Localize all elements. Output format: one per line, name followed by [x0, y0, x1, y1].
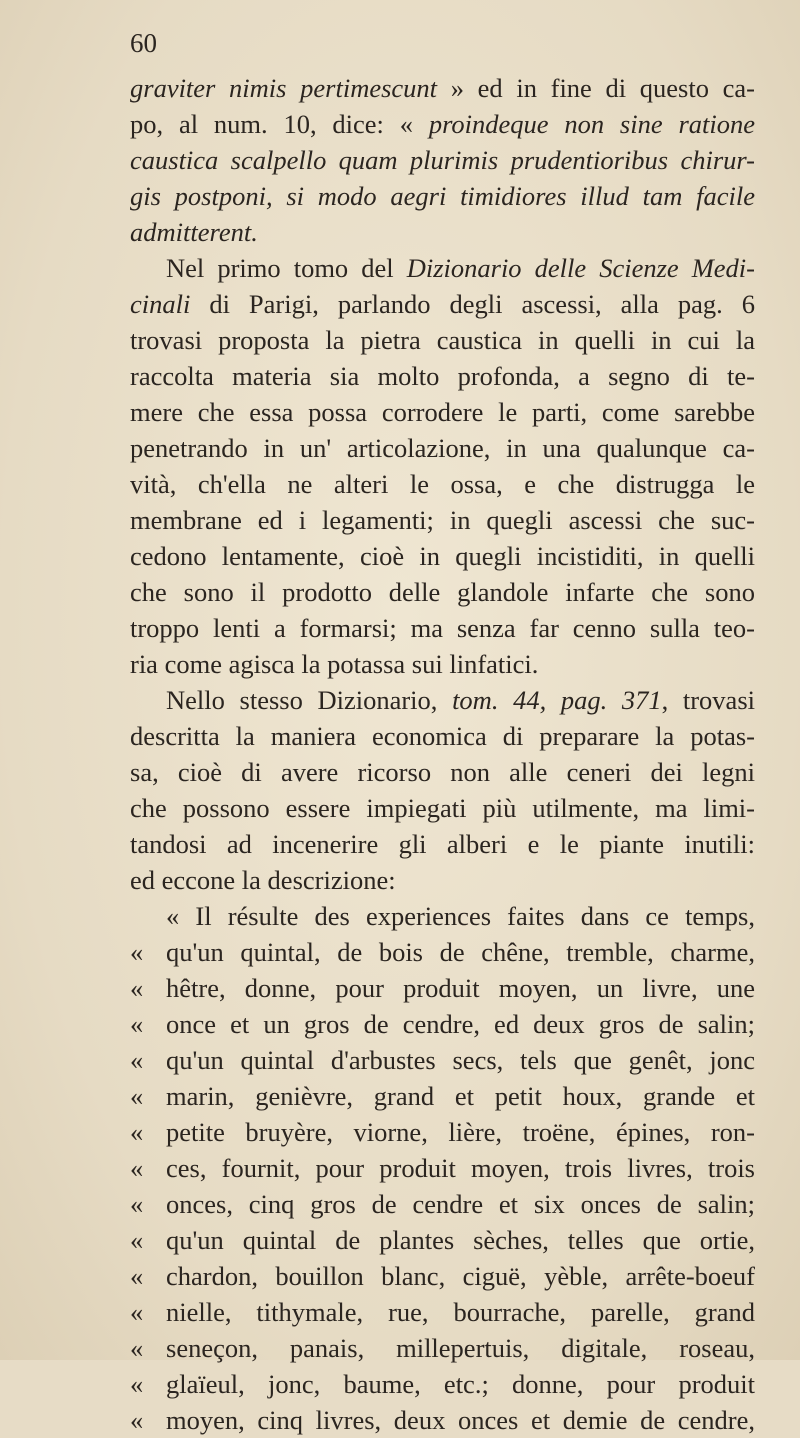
text-run: « Il résulte des experiences faites dans ce temps, [166, 901, 755, 931]
italic-text: Dizionario delle Scienze Medi- [406, 253, 755, 283]
text-line [130, 1114, 755, 1150]
text-run: petite bruyère, viorne, lière, troëne, épines, ron- [166, 1117, 755, 1147]
text-line [130, 1294, 755, 1330]
text-run: once et un gros de cendre, ed deux gros de salin; [166, 1009, 755, 1039]
text-run: chardon, bouillon blanc, ciguë, yèble, arrête-boeuf [166, 1261, 755, 1291]
quote-mark: « [130, 973, 144, 1003]
text-run: tandosi ad incenerire gli alberi e le piante inutili: [130, 829, 755, 859]
italic-text: gis postponi, si modo aegri timidiores illud tam facile [130, 181, 755, 211]
text-line [130, 646, 755, 682]
text-run: troppo lenti a formarsi; ma senza far cenno sulla teo- [130, 613, 755, 643]
text-line [130, 934, 755, 970]
quote-mark: « [130, 1045, 144, 1075]
text-line [130, 1258, 755, 1294]
italic-text: cinali [130, 289, 191, 319]
text-line [130, 1150, 755, 1186]
quote-mark: « [130, 1405, 144, 1435]
text-run: ces, fournit, pour produit moyen, trois livres, trois [166, 1153, 755, 1183]
text-run: qu'un quintal, de bois de chêne, tremble, charme, [166, 937, 755, 967]
text-line [130, 430, 755, 466]
quote-mark: « [130, 1009, 144, 1039]
text-run: penetrando in un' articolazione, in una qualunque ca- [130, 433, 755, 463]
text-line [130, 70, 755, 106]
text-run: qu'un quintal de plantes sèches, telles que ortie, [166, 1225, 755, 1255]
italic-text: proindeque non sine ratione [428, 109, 755, 139]
text-line [130, 1078, 755, 1114]
text-run: nielle, tithymale, rue, bourrache, parelle, grand [166, 1297, 755, 1327]
text-run: Nel primo tomo del [166, 253, 407, 283]
text-run: che sono il prodotto delle glandole infarte che sono [130, 577, 755, 607]
text-line [130, 790, 755, 826]
text-line [130, 142, 755, 178]
text-run: » ed in fine di questo ca- [437, 73, 755, 103]
text-line [130, 682, 755, 718]
text-run: vità, ch'ella ne alteri le ossa, e che distrugga le [130, 469, 755, 499]
text-run: po, al num. 10, dice: « [130, 109, 429, 139]
quote-mark: « [130, 1333, 144, 1363]
text-run: mere che essa possa corrodere le parti, come sarebbe [130, 397, 755, 427]
quote-mark: « [130, 1261, 144, 1291]
quote-mark: « [130, 1225, 144, 1255]
quote-mark: « [130, 1081, 144, 1111]
text-line [130, 1366, 755, 1402]
text-line [130, 538, 755, 574]
text-run: onces, cinq gros de cendre et six onces de salin; [166, 1189, 755, 1219]
text-line [130, 1330, 755, 1366]
text-line [130, 862, 755, 898]
italic-text: admitterent. [130, 217, 258, 247]
quote-mark: « [130, 1153, 144, 1183]
text-run: marin, genièvre, grand et petit houx, grande et [166, 1081, 755, 1111]
text-run: Nello stesso Dizionario, [166, 685, 453, 715]
text-run: sa, cioè di avere ricorso non alle ceneri dei legni [130, 757, 755, 787]
text-line [130, 1186, 755, 1222]
text-run: moyen, cinq livres, deux onces et demie de cendre, [166, 1405, 755, 1435]
text-line [130, 358, 755, 394]
italic-text: caustica scalpello quam plurimis prudentioribus chirur- [130, 145, 755, 175]
italic-text: tom. 44, pag. 371 [452, 685, 662, 715]
text-run: di Parigi, parlando degli ascessi, alla pag. 6 [190, 289, 755, 319]
text-line [130, 898, 755, 934]
text-run: hêtre, donne, pour produit moyen, un livre, une [166, 973, 755, 1003]
text-line [130, 466, 755, 502]
page-number: 60 [130, 28, 157, 58]
text-line [130, 214, 755, 250]
text-line [130, 502, 755, 538]
text-line [130, 826, 755, 862]
text-run: ria come agisca la potassa sui linfatici. [130, 649, 539, 679]
quote-mark: « [130, 937, 144, 967]
quote-mark: « [130, 1189, 144, 1219]
text-run: qu'un quintal d'arbustes secs, tels que genêt, jonc [166, 1045, 755, 1075]
text-line [130, 178, 755, 214]
text-line [130, 106, 755, 142]
text-line [130, 286, 755, 322]
text-run: membrane ed i legamenti; in quegli ascessi che suc- [130, 505, 755, 535]
text-line [130, 1006, 755, 1042]
text-line [130, 250, 755, 286]
text-run: seneçon, panais, millepertuis, digitale, roseau, [166, 1333, 755, 1363]
italic-text: graviter nimis pertimescunt [130, 73, 438, 103]
text-run: che possono essere impiegati più utilmente, ma limi- [130, 793, 755, 823]
text-run: trovasi proposta la pietra caustica in quelli in cui la [130, 325, 755, 355]
text-line [130, 754, 755, 790]
text-line [130, 718, 755, 754]
quote-mark: « [130, 1117, 144, 1147]
text-run: glaïeul, jonc, baume, etc.; donne, pour produit [166, 1369, 755, 1399]
quote-mark: « [130, 1369, 144, 1399]
text-line [130, 1042, 755, 1078]
text-line [130, 322, 755, 358]
text-line [130, 1222, 755, 1258]
text-line [130, 970, 755, 1006]
text-line [130, 610, 755, 646]
quote-mark: « [130, 1297, 144, 1327]
text-run: ed eccone la descrizione: [130, 865, 396, 895]
text-line [130, 1402, 755, 1438]
text-line [130, 394, 755, 430]
text-line [130, 574, 755, 610]
body-text [130, 70, 755, 1438]
text-run: , trovasi [661, 685, 755, 715]
text-run: raccolta materia sia molto profonda, a segno di te- [130, 361, 755, 391]
text-run: cedono lentamente, cioè in quegli incistiditi, in quelli [130, 541, 755, 571]
text-run: descritta la maniera economica di preparare la potas- [130, 721, 755, 751]
